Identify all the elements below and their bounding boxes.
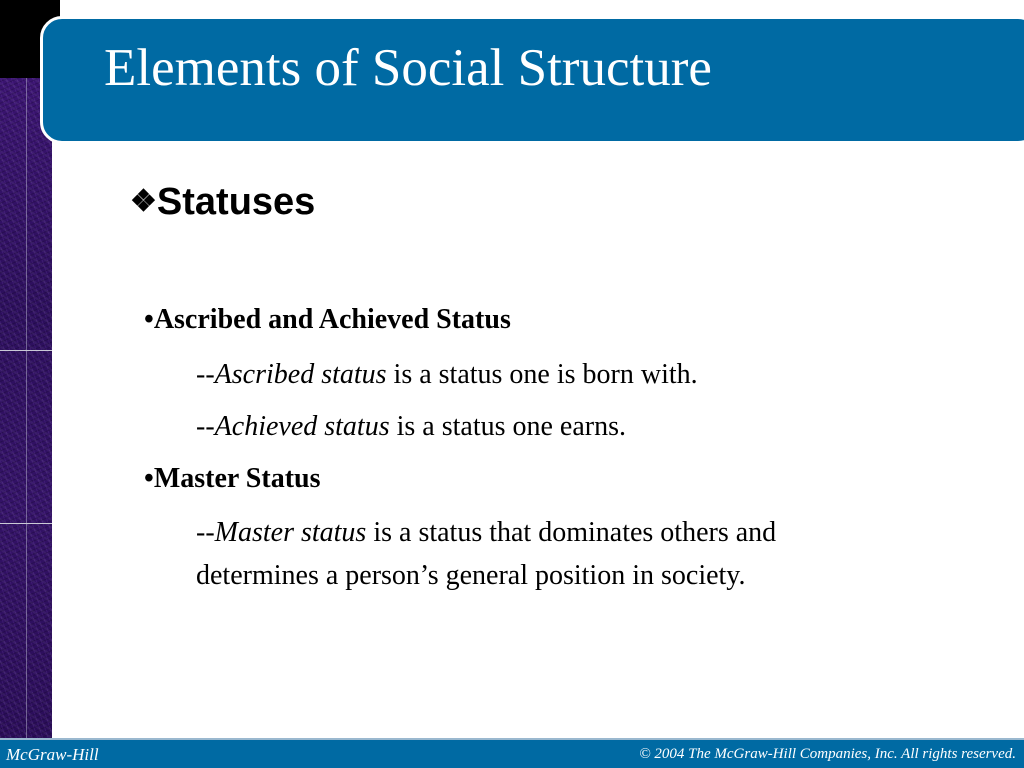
heading-text: Statuses	[156, 181, 316, 223]
dash-prefix: --	[196, 517, 215, 548]
definition: is a status that dominates others and	[366, 517, 777, 548]
bullet-icon: •	[144, 463, 154, 494]
term: Ascribed status	[214, 359, 387, 390]
sub-item	[196, 358, 698, 392]
bullet-icon: •	[144, 304, 154, 335]
bullet-label: Master Status	[153, 463, 321, 494]
sub-item	[196, 516, 776, 550]
sub-item	[196, 410, 626, 444]
dash-prefix: --	[196, 411, 215, 442]
sub-item-continuation: determines a person’s general position in society.	[196, 560, 746, 591]
dash-prefix: --	[196, 359, 215, 390]
section-heading	[130, 182, 315, 224]
publisher-name: McGraw-Hill	[6, 745, 99, 764]
term: Achieved status	[214, 411, 390, 442]
copyright-notice: © 2004 The McGraw-Hill Companies, Inc. All rights reserved.	[639, 746, 1016, 762]
footer-bar	[0, 738, 1024, 768]
bullet-item	[144, 303, 511, 337]
definition: is a status one earns.	[389, 411, 626, 442]
bullet-item	[144, 462, 321, 496]
definition: is a status one is born with.	[386, 359, 698, 390]
slide-title: Elements of Social Structure	[104, 39, 712, 97]
diamond-bullet-icon: ❖	[130, 185, 157, 218]
bullet-label: Ascribed and Achieved Status	[153, 304, 511, 335]
term: Master status	[214, 517, 367, 548]
